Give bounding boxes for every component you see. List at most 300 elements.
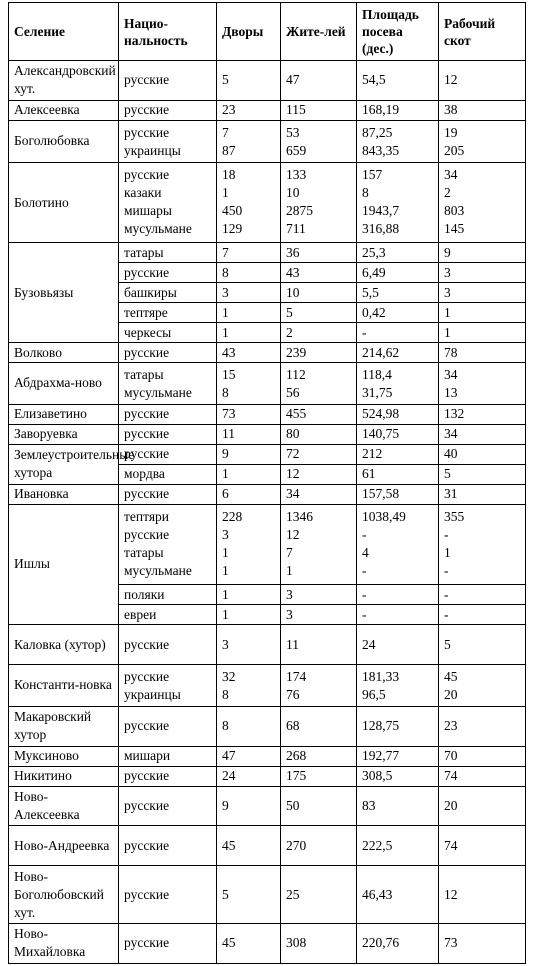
table-row	[9, 866, 526, 924]
nationality-cell-value: украинцы	[124, 142, 181, 158]
area-cell	[357, 923, 439, 963]
area-cell-value: -	[362, 562, 367, 578]
table-row	[9, 162, 526, 243]
livestock-cell-value: 38	[444, 102, 458, 118]
area-cell-value: -	[362, 586, 367, 602]
nationality-cell	[119, 263, 217, 283]
table-row	[9, 766, 526, 786]
area-cell-value: -	[362, 526, 367, 542]
area-cell	[357, 162, 439, 243]
nationality-cell-value: мишары	[124, 202, 172, 218]
households-cell-value: 1	[222, 562, 229, 578]
area-cell-value: 61	[362, 466, 376, 482]
table-row	[9, 343, 526, 363]
livestock-cell	[439, 504, 526, 585]
livestock-cell	[439, 585, 526, 605]
table-row	[9, 923, 526, 963]
residents-cell-value: 3	[286, 606, 293, 622]
area-cell-value: 843,35	[362, 142, 400, 158]
area-cell	[357, 303, 439, 323]
nationality-cell	[119, 404, 217, 424]
area-cell-value: 96,5	[362, 686, 386, 702]
table-row	[9, 424, 526, 444]
livestock-cell-value: 13	[444, 384, 458, 400]
area-cell-value: 118,4	[362, 366, 392, 382]
households-cell-value: 1	[222, 544, 229, 560]
livestock-cell	[439, 923, 526, 963]
nationality-cell	[119, 826, 217, 866]
residents-cell-value: 268	[286, 748, 307, 764]
area-cell-value: 5,5	[362, 284, 379, 300]
nationality-cell	[119, 162, 217, 243]
area-cell-value: 128,75	[362, 718, 400, 734]
nationality-cell-value: русские	[124, 486, 170, 502]
nationality-cell-value: русские	[124, 668, 170, 684]
nationality-cell-value: мордва	[124, 466, 165, 482]
table-row	[9, 664, 526, 706]
livestock-cell-value: 73	[444, 935, 458, 951]
village-name: Ново-Алексеевка	[9, 786, 119, 826]
village-name: Ново-Михайловка	[9, 923, 119, 963]
households-cell	[217, 706, 281, 746]
village-name: Болотино	[9, 162, 119, 243]
residents-cell	[281, 706, 357, 746]
livestock-cell	[439, 625, 526, 665]
households-cell-value: 1	[222, 586, 229, 602]
nationality-cell	[119, 120, 217, 162]
households-cell	[217, 484, 281, 504]
livestock-cell	[439, 424, 526, 444]
table-row	[9, 243, 526, 263]
residents-cell	[281, 625, 357, 665]
livestock-cell-value: 12	[444, 72, 458, 88]
livestock-cell	[439, 866, 526, 924]
households-cell	[217, 303, 281, 323]
nationality-cell	[119, 706, 217, 746]
households-cell	[217, 504, 281, 585]
livestock-cell	[439, 283, 526, 303]
nationality-cell-value: мусульмане	[124, 220, 192, 236]
livestock-cell-value: 1	[444, 544, 451, 560]
residents-cell	[281, 343, 357, 363]
area-cell-value: 4	[362, 544, 369, 560]
residents-cell-value: 34	[286, 486, 300, 502]
nationality-cell	[119, 464, 217, 484]
area-cell	[357, 605, 439, 625]
livestock-cell	[439, 746, 526, 766]
households-cell-value: 5	[222, 72, 229, 88]
villages-table	[8, 2, 526, 964]
residents-cell-value: 174	[286, 668, 307, 684]
residents-cell	[281, 766, 357, 786]
nationality-cell-value: мишари	[124, 748, 171, 764]
households-cell	[217, 923, 281, 963]
area-cell-value: 0,42	[362, 304, 386, 320]
households-cell-value: 9	[222, 798, 229, 814]
livestock-cell-value: -	[444, 586, 449, 602]
livestock-cell	[439, 706, 526, 746]
area-cell	[357, 766, 439, 786]
households-cell-value: 7	[222, 244, 229, 260]
households-cell-value: 15	[222, 366, 236, 382]
livestock-cell	[439, 444, 526, 464]
households-cell-value: 24	[222, 768, 236, 784]
livestock-cell	[439, 303, 526, 323]
livestock-cell-value: 74	[444, 837, 458, 853]
households-cell-value: 5	[222, 886, 229, 902]
table-row	[9, 746, 526, 766]
residents-cell	[281, 866, 357, 924]
households-cell	[217, 444, 281, 464]
residents-cell-value: 112	[286, 366, 306, 382]
households-cell-value: 18	[222, 166, 236, 182]
livestock-cell	[439, 263, 526, 283]
table-row	[9, 826, 526, 866]
nationality-cell	[119, 585, 217, 605]
livestock-cell-value: 1	[444, 324, 451, 340]
area-cell	[357, 100, 439, 120]
area-cell-value: 140,75	[362, 426, 400, 442]
area-cell	[357, 283, 439, 303]
households-cell-value: 129	[222, 220, 243, 236]
households-cell-value: 228	[222, 508, 243, 524]
village-name: Бузовьязы	[9, 243, 119, 343]
area-cell-value: 220,76	[362, 935, 400, 951]
residents-cell-value: 10	[286, 284, 300, 300]
header-village: Селение	[9, 3, 119, 61]
table-row	[9, 362, 526, 404]
residents-cell-value: 2875	[286, 202, 313, 218]
nationality-cell-value: мусульмане	[124, 384, 192, 400]
table-row	[9, 100, 526, 120]
area-cell	[357, 323, 439, 343]
households-cell-value: 6	[222, 486, 229, 502]
residents-cell-value: 308	[286, 935, 307, 951]
nationality-cell	[119, 283, 217, 303]
households-cell	[217, 404, 281, 424]
residents-cell-value: 72	[286, 446, 300, 462]
livestock-cell	[439, 484, 526, 504]
residents-cell-value: 53	[286, 124, 300, 140]
village-name: Елизаветино	[9, 404, 119, 424]
residents-cell-value: 43	[286, 264, 300, 280]
households-cell-value: 8	[222, 264, 229, 280]
nationality-cell-value: поляки	[124, 586, 165, 602]
nationality-cell-value: русские	[124, 102, 170, 118]
area-cell-value: 308,5	[362, 768, 393, 784]
village-name: Александровский хут.	[9, 61, 119, 101]
area-cell-value: 214,62	[362, 344, 400, 360]
nationality-cell-value: русские	[124, 636, 170, 652]
residents-cell	[281, 484, 357, 504]
residents-cell-value: 36	[286, 244, 300, 260]
residents-cell-value: 175	[286, 768, 307, 784]
nationality-cell	[119, 605, 217, 625]
households-cell	[217, 746, 281, 766]
nationality-cell-value: тептяри	[124, 508, 170, 524]
residents-cell	[281, 585, 357, 605]
nationality-cell-value: татары	[124, 244, 164, 260]
residents-cell-value: 68	[286, 718, 300, 734]
livestock-cell-value: 40	[444, 446, 458, 462]
area-cell-value: 31,75	[362, 384, 393, 400]
area-cell	[357, 464, 439, 484]
households-cell-value: 3	[222, 526, 229, 542]
livestock-cell-value: 34	[444, 426, 458, 442]
livestock-cell	[439, 362, 526, 404]
households-cell-value: 87	[222, 142, 236, 158]
area-cell-value: 83	[362, 798, 376, 814]
nationality-cell-value: русские	[124, 768, 170, 784]
nationality-cell	[119, 303, 217, 323]
residents-cell-value: 1	[286, 562, 293, 578]
table-row	[9, 706, 526, 746]
livestock-cell-value: 20	[444, 686, 458, 702]
nationality-cell	[119, 625, 217, 665]
residents-cell	[281, 263, 357, 283]
livestock-cell-value: 34	[444, 366, 458, 382]
nationality-cell	[119, 243, 217, 263]
area-cell	[357, 444, 439, 464]
livestock-cell	[439, 826, 526, 866]
households-cell	[217, 424, 281, 444]
households-cell-value: 43	[222, 344, 236, 360]
area-cell-value: 212	[362, 446, 383, 462]
table-row	[9, 120, 526, 162]
residents-cell-value: 7	[286, 544, 293, 560]
nationality-cell	[119, 504, 217, 585]
village-name: Ново-Андреевка	[9, 826, 119, 866]
nationality-cell-value: русские	[124, 72, 170, 88]
area-cell-value: 316,88	[362, 220, 400, 236]
village-name: Боголюбовка	[9, 120, 119, 162]
residents-cell-value: 1346	[286, 508, 313, 524]
livestock-cell-value: 355	[444, 508, 465, 524]
households-cell	[217, 362, 281, 404]
households-cell	[217, 826, 281, 866]
area-cell-value: 157	[362, 166, 383, 182]
area-cell-value: 6,49	[362, 264, 386, 280]
households-cell-value: 7	[222, 124, 229, 140]
nationality-cell-value: черкесы	[124, 324, 172, 340]
header-area: Площадь посева (дес.)	[357, 3, 439, 61]
households-cell	[217, 605, 281, 625]
households-cell-value: 45	[222, 837, 236, 853]
residents-cell-value: 12	[286, 526, 300, 542]
area-cell-value: 222,5	[362, 837, 393, 853]
nationality-cell-value: евреи	[124, 606, 157, 622]
table-row	[9, 444, 526, 464]
nationality-cell-value: русские	[124, 837, 170, 853]
residents-cell	[281, 605, 357, 625]
area-cell-value: 168,19	[362, 102, 400, 118]
table-row	[9, 61, 526, 101]
area-cell	[357, 866, 439, 924]
area-cell	[357, 263, 439, 283]
nationality-cell	[119, 786, 217, 826]
households-cell-value: 450	[222, 202, 243, 218]
village-name: Алексеевка	[9, 100, 119, 120]
area-cell-value: 1943,7	[362, 202, 400, 218]
residents-cell	[281, 120, 357, 162]
area-cell	[357, 664, 439, 706]
area-cell-value: 8	[362, 184, 369, 200]
residents-cell-value: 47	[286, 72, 300, 88]
livestock-cell	[439, 786, 526, 826]
households-cell-value: 9	[222, 446, 229, 462]
households-cell-value: 45	[222, 935, 236, 951]
households-cell	[217, 343, 281, 363]
households-cell	[217, 625, 281, 665]
area-cell	[357, 404, 439, 424]
residents-cell-value: 11	[286, 636, 299, 652]
residents-cell-value: 455	[286, 406, 307, 422]
village-name: Никитино	[9, 766, 119, 786]
livestock-cell	[439, 243, 526, 263]
nationality-cell-value: башкиры	[124, 284, 177, 300]
livestock-cell	[439, 343, 526, 363]
livestock-cell-value: 3	[444, 284, 451, 300]
nationality-cell	[119, 923, 217, 963]
nationality-cell	[119, 343, 217, 363]
residents-cell	[281, 826, 357, 866]
area-cell-value: 524,98	[362, 406, 400, 422]
area-cell	[357, 243, 439, 263]
nationality-cell	[119, 362, 217, 404]
nationality-cell-value: русские	[124, 426, 170, 442]
households-cell-value: 8	[222, 384, 229, 400]
livestock-cell-value: 12	[444, 886, 458, 902]
residents-cell-value: 659	[286, 142, 307, 158]
livestock-cell	[439, 664, 526, 706]
village-name: Ивановка	[9, 484, 119, 504]
households-cell	[217, 61, 281, 101]
nationality-cell-value: русские	[124, 264, 170, 280]
nationality-cell-value: русские	[124, 124, 170, 140]
nationality-cell-value: русские	[124, 718, 170, 734]
table-body	[9, 61, 526, 964]
table-row	[9, 786, 526, 826]
area-cell-value: 192,77	[362, 748, 400, 764]
households-cell	[217, 283, 281, 303]
households-cell	[217, 585, 281, 605]
households-cell	[217, 464, 281, 484]
livestock-cell-value: 205	[444, 142, 465, 158]
residents-cell	[281, 424, 357, 444]
nationality-cell-value: русские	[124, 886, 170, 902]
households-cell	[217, 866, 281, 924]
village-name: Волково	[9, 343, 119, 363]
livestock-cell-value: -	[444, 606, 449, 622]
nationality-cell-value: казаки	[124, 184, 162, 200]
nationality-cell-value: русские	[124, 446, 170, 462]
livestock-cell	[439, 120, 526, 162]
households-cell	[217, 323, 281, 343]
households-cell-value: 23	[222, 102, 236, 118]
nationality-cell-value: тептяре	[124, 304, 168, 320]
residents-cell-value: 56	[286, 384, 300, 400]
livestock-cell-value: -	[444, 526, 449, 542]
nationality-cell-value: русские	[124, 406, 170, 422]
residents-cell-value: 10	[286, 184, 300, 200]
households-cell	[217, 100, 281, 120]
households-cell	[217, 243, 281, 263]
area-cell-value: 54,5	[362, 72, 386, 88]
households-cell-value: 3	[222, 636, 229, 652]
nationality-cell-value: татары	[124, 544, 164, 560]
livestock-cell-value: 19	[444, 124, 458, 140]
livestock-cell-value: 34	[444, 166, 458, 182]
header-nationality: Нацио-нальность	[119, 3, 217, 61]
livestock-cell	[439, 766, 526, 786]
residents-cell-value: 50	[286, 798, 300, 814]
households-cell-value: 73	[222, 406, 236, 422]
table-row	[9, 404, 526, 424]
nationality-cell-value: татары	[124, 366, 164, 382]
area-cell-value: 157,58	[362, 486, 400, 502]
area-cell	[357, 343, 439, 363]
village-name: Муксиново	[9, 746, 119, 766]
residents-cell	[281, 404, 357, 424]
header-households: Дворы	[217, 3, 281, 61]
livestock-cell-value: 9	[444, 244, 451, 260]
table-row	[9, 484, 526, 504]
village-name: Абдрахма-ново	[9, 362, 119, 404]
households-cell	[217, 120, 281, 162]
village-name: Заворуевка	[9, 424, 119, 444]
area-cell-value: 24	[362, 636, 376, 652]
nationality-cell-value: русские	[124, 935, 170, 951]
residents-cell-value: 133	[286, 166, 307, 182]
nationality-cell	[119, 444, 217, 464]
header-livestock: Рабочий скот	[439, 3, 526, 61]
nationality-cell-value: русские	[124, 166, 170, 182]
livestock-cell-value: 5	[444, 466, 451, 482]
area-cell	[357, 786, 439, 826]
residents-cell	[281, 323, 357, 343]
livestock-cell	[439, 464, 526, 484]
residents-cell	[281, 362, 357, 404]
area-cell	[357, 120, 439, 162]
residents-cell	[281, 464, 357, 484]
households-cell-value: 8	[222, 718, 229, 734]
livestock-cell	[439, 404, 526, 424]
village-name: Ишлы	[9, 504, 119, 625]
households-cell	[217, 766, 281, 786]
households-cell	[217, 786, 281, 826]
residents-cell	[281, 664, 357, 706]
area-cell	[357, 424, 439, 444]
nationality-cell-value: русские	[124, 798, 170, 814]
livestock-cell-value: -	[444, 562, 449, 578]
village-name: Макаровский хутор	[9, 706, 119, 746]
table-header-row	[9, 3, 526, 61]
area-cell	[357, 706, 439, 746]
residents-cell	[281, 61, 357, 101]
nationality-cell	[119, 424, 217, 444]
livestock-cell	[439, 162, 526, 243]
table-row	[9, 625, 526, 665]
residents-cell-value: 2	[286, 324, 293, 340]
households-cell-value: 3	[222, 284, 229, 300]
nationality-cell	[119, 664, 217, 706]
area-cell	[357, 625, 439, 665]
residents-cell-value: 76	[286, 686, 300, 702]
residents-cell	[281, 786, 357, 826]
nationality-cell	[119, 746, 217, 766]
households-cell	[217, 664, 281, 706]
households-cell-value: 1	[222, 304, 229, 320]
